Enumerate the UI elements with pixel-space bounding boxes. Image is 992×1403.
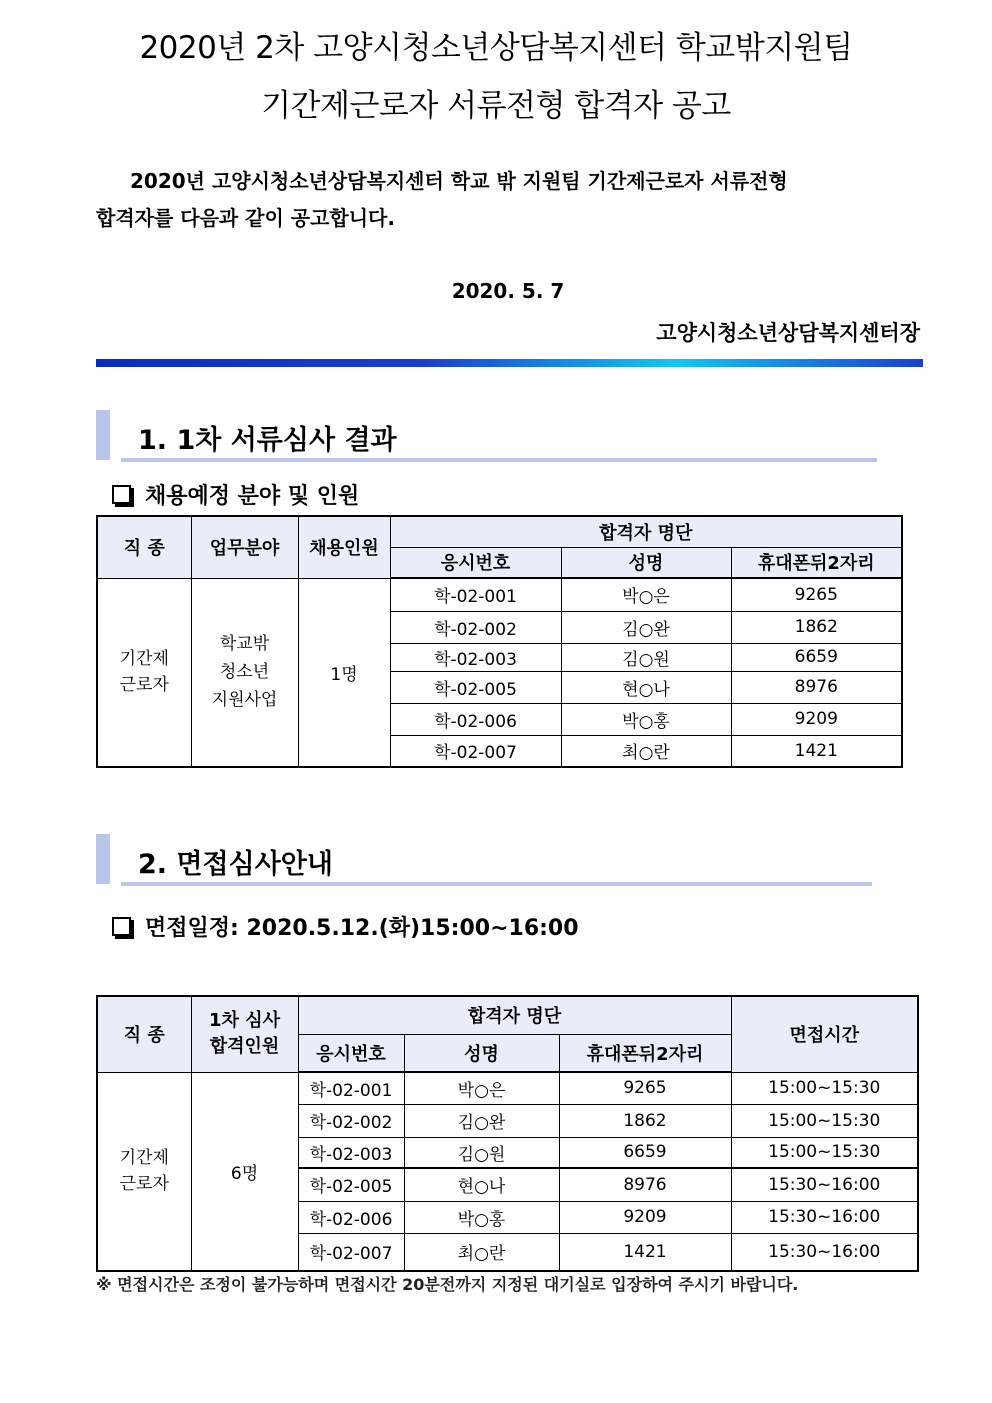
job-cell: 기간제 근로자: [97, 1072, 191, 1271]
time-cell: 15:00~15:30: [731, 1072, 918, 1104]
intro-line-2: 합격자를 다음과 같이 공고합니다.: [96, 206, 395, 230]
name-cell: 김○완: [561, 611, 731, 643]
header-job: 직 종: [97, 996, 191, 1072]
table-row: [97, 578, 902, 611]
phone-cell: 9265: [731, 578, 902, 611]
header-name: 성명: [561, 547, 731, 578]
section-2-subheading-text: 면접일정: 2020.5.12.(화)15:00~16:00: [145, 916, 579, 941]
exam-no-cell: 학-02-007: [390, 735, 561, 767]
exam-no-cell: 학-02-006: [390, 703, 561, 735]
section-1-marker: [96, 410, 110, 460]
exam-no-cell: 학-02-003: [298, 1137, 404, 1168]
issuer: 고양시청소년상담복지센터장: [656, 321, 920, 345]
section-1-subheading: [112, 479, 359, 510]
exam-no-cell: 학-02-002: [298, 1104, 404, 1137]
name-cell: 김○완: [404, 1104, 559, 1137]
section-1-title: 1. 1차 서류심사 결과: [138, 425, 397, 456]
field-cell: 학교밖 청소년 지원사업: [191, 578, 298, 767]
name-cell: 박○은: [404, 1072, 559, 1104]
announcement-date: 2020. 5. 7: [451, 279, 565, 303]
header-interview-time: 면접시간: [731, 996, 918, 1072]
name-cell: 김○원: [561, 643, 731, 671]
phone-cell: 1862: [559, 1104, 731, 1137]
phone-cell: 1862: [731, 611, 902, 643]
name-cell: 최○란: [404, 1233, 559, 1271]
passed-count-cell: 6명: [191, 1072, 298, 1271]
exam-no-cell: 학-02-005: [390, 671, 561, 703]
section-2-underline: [121, 882, 872, 886]
phone-cell: 9209: [731, 703, 902, 735]
header-exam-no: 응시번호: [390, 547, 561, 578]
time-cell: 15:30~16:00: [731, 1168, 918, 1201]
time-cell: 15:00~15:30: [731, 1104, 918, 1137]
section-2-subheading: [112, 911, 579, 942]
name-cell: 박○은: [561, 578, 731, 611]
exam-no-cell: 학-02-001: [298, 1072, 404, 1104]
job-cell: 기간제 근로자: [97, 578, 191, 767]
name-cell: 김○원: [404, 1137, 559, 1168]
checkbox-bullet-icon: [112, 485, 131, 504]
header-phone: 휴대폰뒤2자리: [731, 547, 902, 578]
header-field: 업무분야: [191, 516, 298, 578]
count-cell: 1명: [298, 578, 390, 767]
section-2-marker: [96, 834, 110, 884]
name-cell: 최○란: [561, 735, 731, 767]
header-list: 합격자 명단: [298, 996, 731, 1034]
exam-no-cell: 학-02-001: [390, 578, 561, 611]
header-count: 채용인원: [298, 516, 390, 578]
phone-cell: 9265: [559, 1072, 731, 1104]
header-name: 성명: [404, 1034, 559, 1072]
phone-cell: 6659: [731, 643, 902, 671]
title-line-1: 2020년 2차 고양시청소년상담복지센터 학교밖지원팀: [139, 30, 853, 66]
exam-no-cell: 학-02-005: [298, 1168, 404, 1201]
section-2-table: [96, 995, 919, 1272]
exam-no-cell: 학-02-003: [390, 643, 561, 671]
header-phone: 휴대폰뒤2자리: [559, 1034, 731, 1072]
header-passed: 1차 심사 합격인원: [191, 996, 298, 1072]
intro-line-1: 2020년 고양시청소년상담복지센터 학교 밖 지원팀 기간제근로자 서류전형: [130, 169, 788, 193]
name-cell: 박○홍: [404, 1201, 559, 1233]
header-divider: [96, 359, 923, 367]
interview-note: ※ 면접시간은 조정이 불가능하며 면접시간 20분전까지 지정된 대기실로 입장하여 주시기 바랍니다.: [96, 1275, 799, 1294]
name-cell: 현○나: [404, 1168, 559, 1201]
name-cell: 박○홍: [561, 703, 731, 735]
phone-cell: 8976: [731, 671, 902, 703]
phone-cell: 6659: [559, 1137, 731, 1168]
phone-cell: 9209: [559, 1201, 731, 1233]
exam-no-cell: 학-02-002: [390, 611, 561, 643]
checkbox-bullet-icon: [112, 917, 131, 936]
header-job: 직 종: [97, 516, 191, 578]
phone-cell: 1421: [559, 1233, 731, 1271]
section-1-underline: [121, 458, 877, 462]
exam-no-cell: 학-02-006: [298, 1201, 404, 1233]
table-row: [97, 1072, 918, 1104]
time-cell: 15:30~16:00: [731, 1201, 918, 1233]
name-cell: 현○나: [561, 671, 731, 703]
title-line-2: 기간제근로자 서류전형 합격자 공고: [261, 88, 731, 124]
section-1-table: [96, 515, 903, 768]
section-2-title: 2. 면접심사안내: [138, 849, 333, 880]
exam-no-cell: 학-02-007: [298, 1233, 404, 1271]
phone-cell: 1421: [731, 735, 902, 767]
time-cell: 15:30~16:00: [731, 1233, 918, 1271]
section-1-subheading-text: 채용예정 분야 및 인원: [145, 484, 360, 509]
time-cell: 15:00~15:30: [731, 1137, 918, 1168]
phone-cell: 8976: [559, 1168, 731, 1201]
header-exam-no: 응시번호: [298, 1034, 404, 1072]
header-list: 합격자 명단: [390, 516, 902, 547]
